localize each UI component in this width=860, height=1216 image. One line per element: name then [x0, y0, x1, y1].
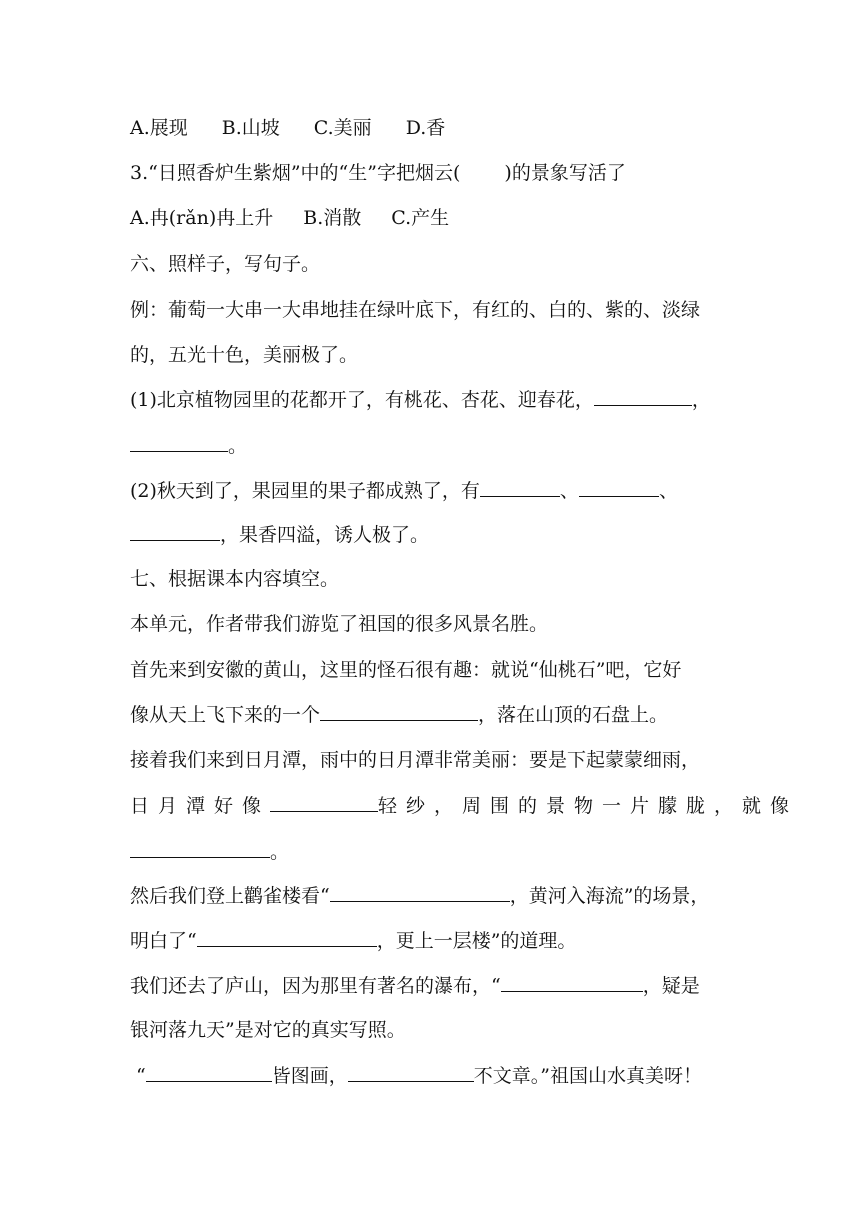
section-7-intro: 本单元，作者带我们游览了祖国的很多风景名胜。: [130, 613, 549, 635]
q3-option-a: A.冉(rǎn)冉上升: [130, 207, 274, 229]
huangshan-text-b: ，落在山顶的石盘上。: [478, 704, 669, 726]
sentence-2-line-2: [130, 522, 429, 548]
sunmoon-text-a: 日月潭好像: [130, 795, 271, 817]
sunmoon-line-3: [130, 839, 289, 865]
section-6-title: 六、照样子，写句子。: [130, 253, 321, 275]
sentence-2-line-1: [130, 478, 678, 504]
q3-stem: [130, 160, 626, 186]
blank-input[interactable]: [130, 839, 270, 858]
option-a: A.展现: [130, 117, 188, 139]
blank-input[interactable]: [197, 928, 377, 947]
blank-input[interactable]: [501, 973, 643, 992]
q2-options: [130, 115, 479, 141]
sentence-1-text: (1)北京植物园里的花都开了，有桃花、杏花、迎春花，: [130, 389, 594, 411]
closing-line: [136, 1063, 702, 1089]
blank-input[interactable]: [348, 1063, 474, 1082]
closing-text-a: 皆图画，: [271, 1065, 348, 1087]
sentence-1-line-1: [130, 387, 711, 413]
blank-input[interactable]: [480, 478, 560, 497]
stork-tower-line-2: [130, 928, 576, 954]
huangshan-text-a: 像从天上飞下来的一个: [130, 704, 321, 726]
blank-input[interactable]: [270, 793, 378, 812]
blank-input[interactable]: [146, 1063, 272, 1082]
q3-option-c: C.产生: [391, 207, 450, 229]
lushan-line-2: 银河落九天”是对它的真实写照。: [130, 1019, 406, 1041]
sunmoon-text-b: 轻纱，周围的景物一片朦胧，就像: [378, 795, 799, 817]
sentence-1-line-2: [130, 433, 247, 459]
q3-stem-b: )的景象写活了: [504, 162, 626, 184]
stork-text-c: 明白了“: [130, 930, 197, 952]
closing-text-b: 不文章。”祖国山水真美呀！: [473, 1065, 702, 1087]
stork-text-b: ，黄河入海流”的场景，: [509, 885, 710, 907]
huangshan-line-1: 首先来到安徽的黄山，这里的怪石很有趣：就说“仙桃石”吧，它好: [130, 659, 682, 681]
blank-input[interactable]: [130, 433, 228, 452]
blank-input[interactable]: [330, 883, 510, 902]
option-c: C.美丽: [313, 117, 372, 139]
sentence-2-sep-1: 、: [559, 480, 579, 502]
stork-text-d: ，更上一层楼”的道理。: [376, 930, 577, 952]
blank-input[interactable]: [320, 702, 478, 721]
option-b: B.山坡: [221, 117, 280, 139]
example-line-2: 的，五光十色，美丽极了。: [130, 344, 359, 366]
example-line-1: 例：葡萄一大串一大串地挂在绿叶底下，有红的、白的、紫的、淡绿: [130, 299, 701, 321]
closing-quote: “: [136, 1065, 146, 1087]
lushan-line-1: [130, 973, 700, 999]
sentence-1-end: 。: [228, 435, 248, 457]
sunmoon-end: 。: [270, 841, 290, 863]
huangshan-line-2: [130, 702, 668, 728]
sentence-2-end: ，果香四溢，诱人极了。: [220, 524, 430, 546]
sunmoon-line-2: [130, 793, 798, 819]
stork-text-a: 然后我们登上鹳雀楼看“: [130, 885, 330, 907]
sentence-1-comma: ，: [691, 389, 711, 411]
stork-tower-line-1: [130, 883, 709, 909]
sentence-2-sep-2: 、: [658, 480, 678, 502]
option-d: D.香: [405, 117, 446, 139]
q3-options: [130, 205, 479, 231]
lushan-text-b: ，疑是: [642, 975, 700, 997]
blank-input[interactable]: [579, 478, 659, 497]
q3-option-b: B.消散: [303, 207, 362, 229]
sentence-2-text: (2)秋天到了，果园里的果子都成熟了，有: [130, 480, 480, 502]
q3-stem-a: 3.“日照香炉生紫烟”中的“生”字把烟云(: [130, 162, 461, 184]
section-7-title: 七、根据课本内容填空。: [130, 568, 340, 590]
blank-input[interactable]: [594, 387, 692, 406]
lushan-text-a: 我们还去了庐山，因为那里有著名的瀑布，“: [130, 975, 501, 997]
sunmoon-line-1: 接着我们来到日月潭，雨中的日月潭非常美丽：要是下起蒙蒙细雨，: [130, 749, 701, 771]
blank-input[interactable]: [130, 522, 220, 541]
